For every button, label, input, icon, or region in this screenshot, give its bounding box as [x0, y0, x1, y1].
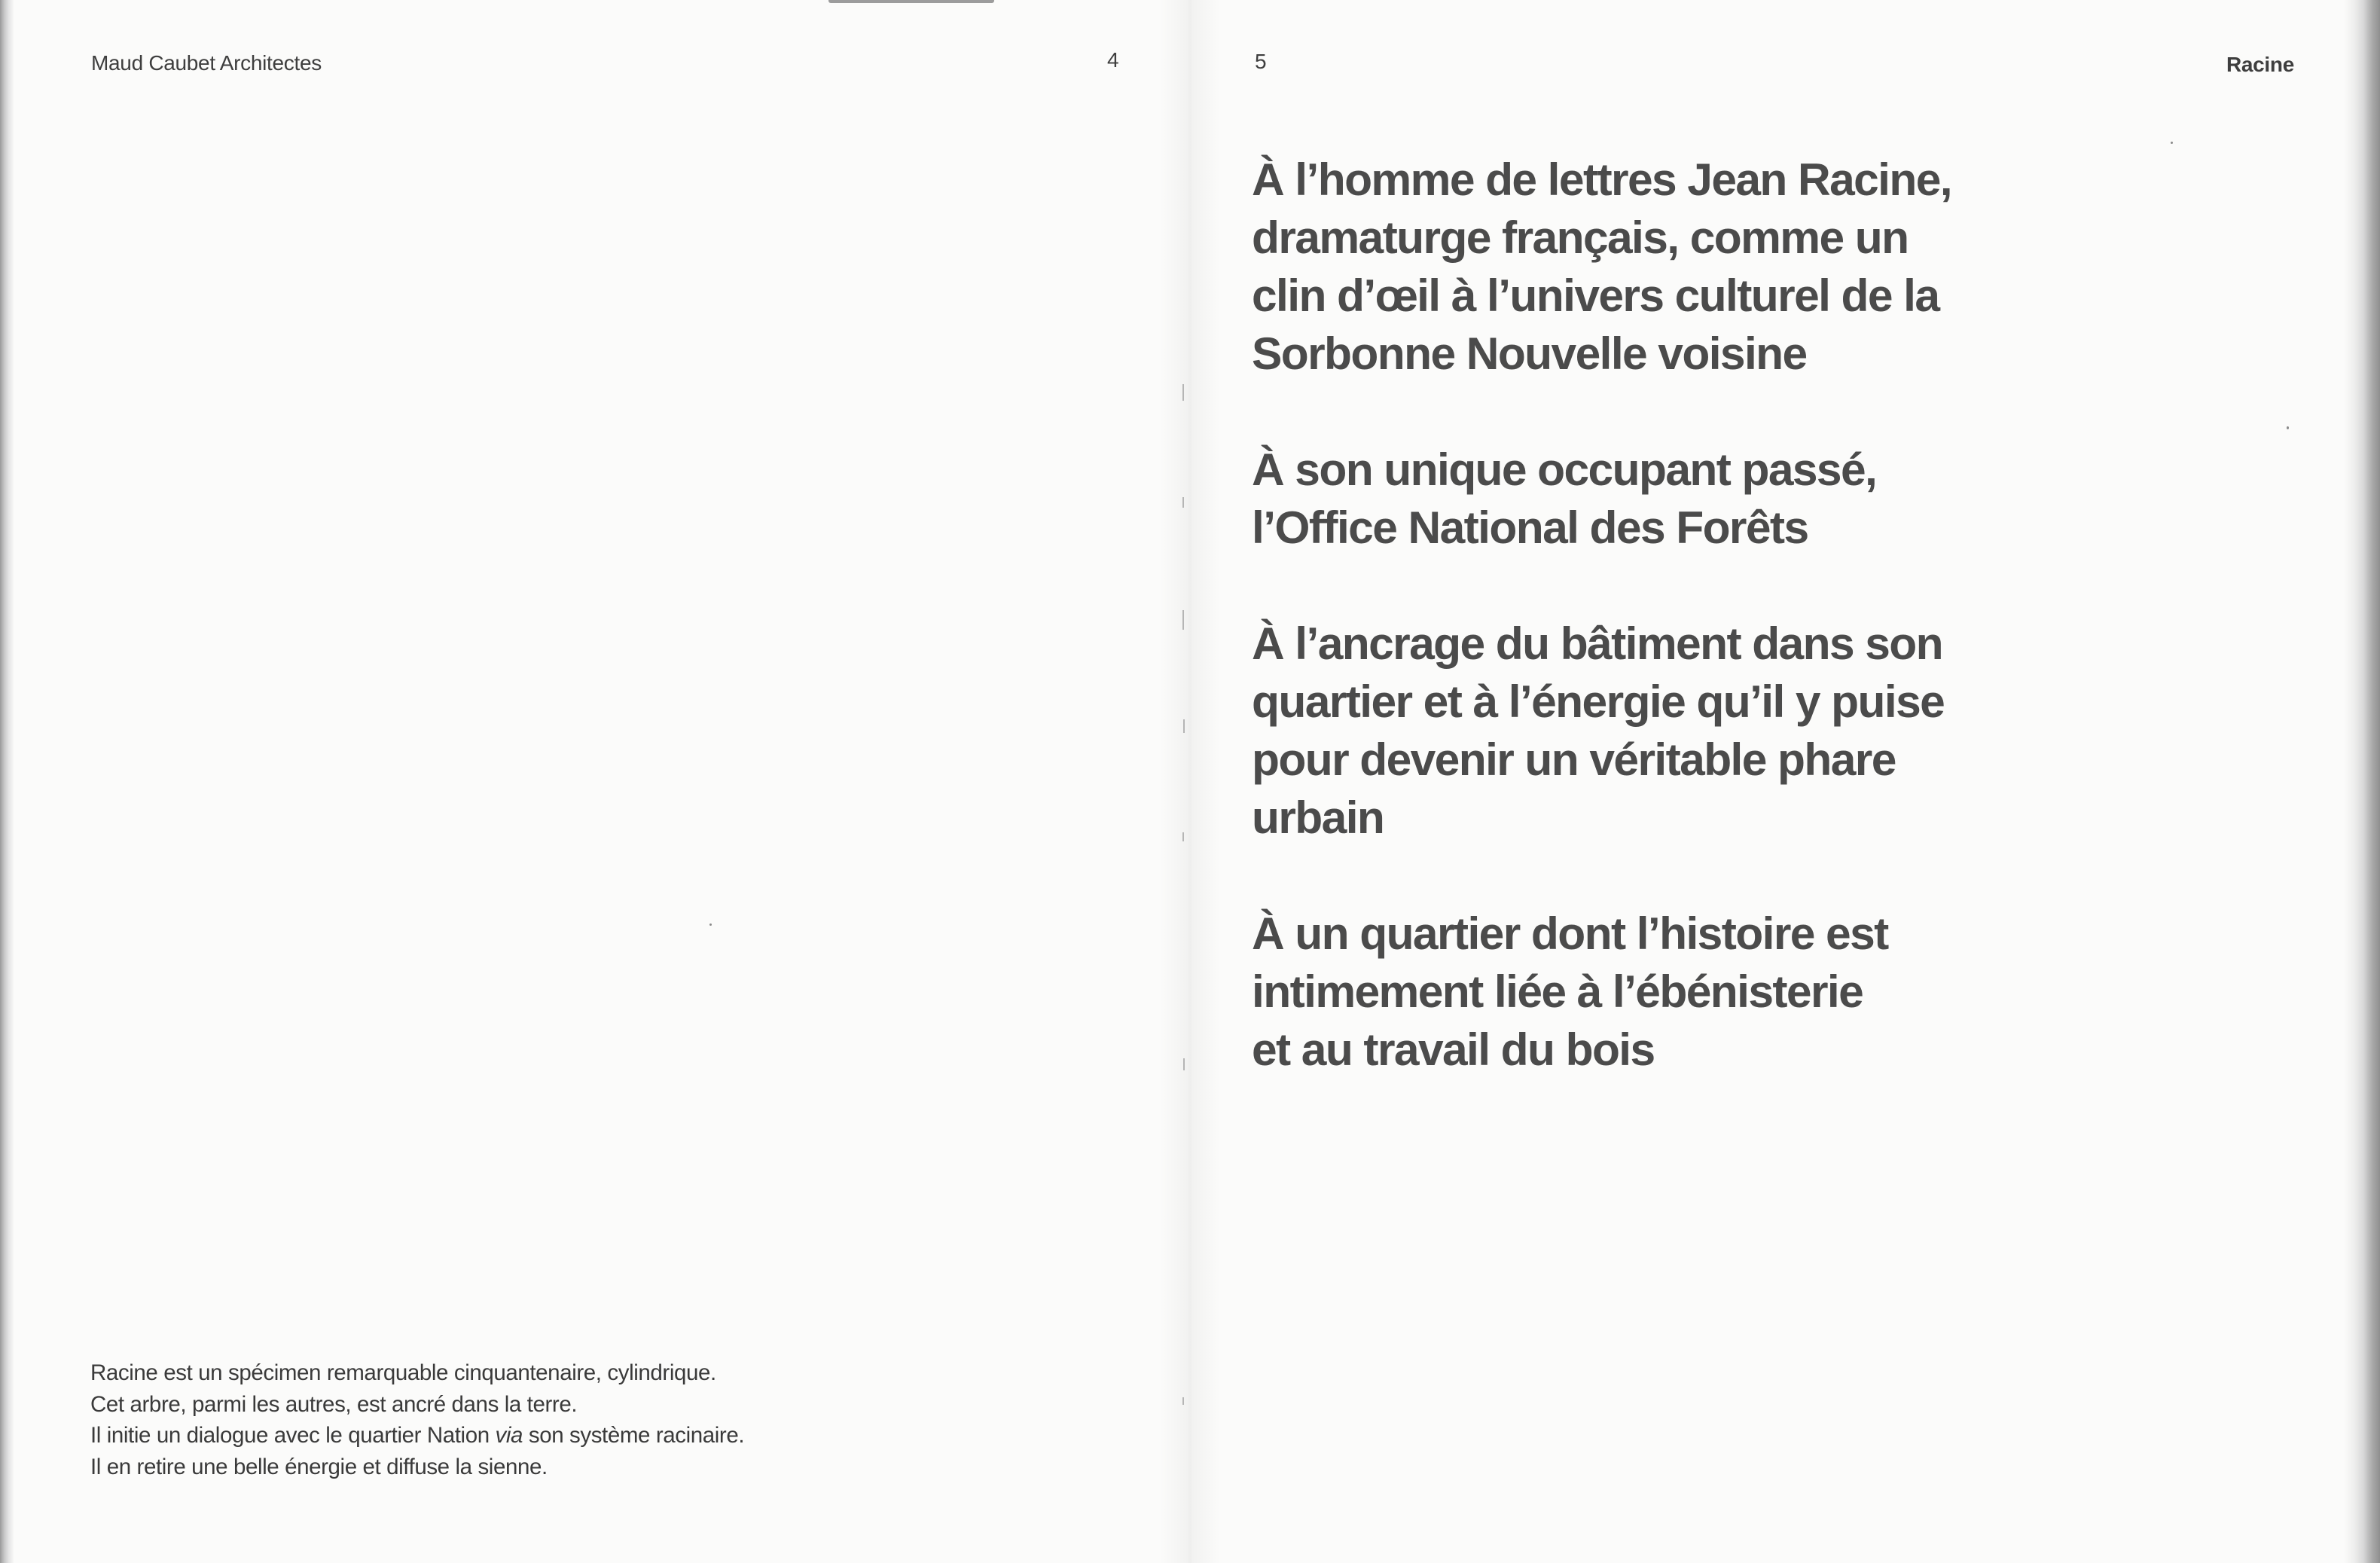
- dedication-ancrage: À l’ancrage du bâtiment dans son quartier et à l’énergie qu’il y puise pour devenir un véritable phare urbain: [1252, 618, 1945, 843]
- dedication-list: [1252, 151, 2156, 1137]
- right-page: [1190, 0, 2380, 1563]
- paper-speck: [709, 923, 712, 926]
- right-running-head: Racine: [2226, 53, 2294, 76]
- dedication-quartier: À un quartier dont l’histoire est intimement liée à l’ébénisterie et au travail du bois: [1252, 908, 1888, 1075]
- paper-speck: [2287, 426, 2289, 429]
- caption-line: Il en retire une belle énergie et diffuse la sienne.: [90, 1454, 548, 1479]
- caption-line: Racine est un spécimen remarquable cinquantenaire, cylindrique.: [90, 1360, 716, 1385]
- dedication-onf: À son unique occupant passé, l’Office National des Forêts: [1252, 444, 1877, 553]
- caption-line: Cet arbre, parmi les autres, est ancré dans la terre.: [90, 1391, 578, 1417]
- dedication-jean-racine: À l’homme de lettres Jean Racine, dramaturge français, comme un clin d’œil à l’univers culturel de la Sorbonne Nouvelle voisine: [1252, 154, 1951, 379]
- caption-paragraph: [90, 1357, 919, 1482]
- paper-speck: [2171, 142, 2173, 144]
- caption-italic-word: via: [495, 1423, 523, 1448]
- left-page-number: 4: [1107, 48, 1119, 72]
- caption-line: Il initie un dialogue avec le quartier Nation via son système racinaire.: [90, 1423, 745, 1448]
- left-running-head: Maud Caubet Architectes: [91, 51, 322, 75]
- right-page-number: 5: [1255, 50, 1267, 73]
